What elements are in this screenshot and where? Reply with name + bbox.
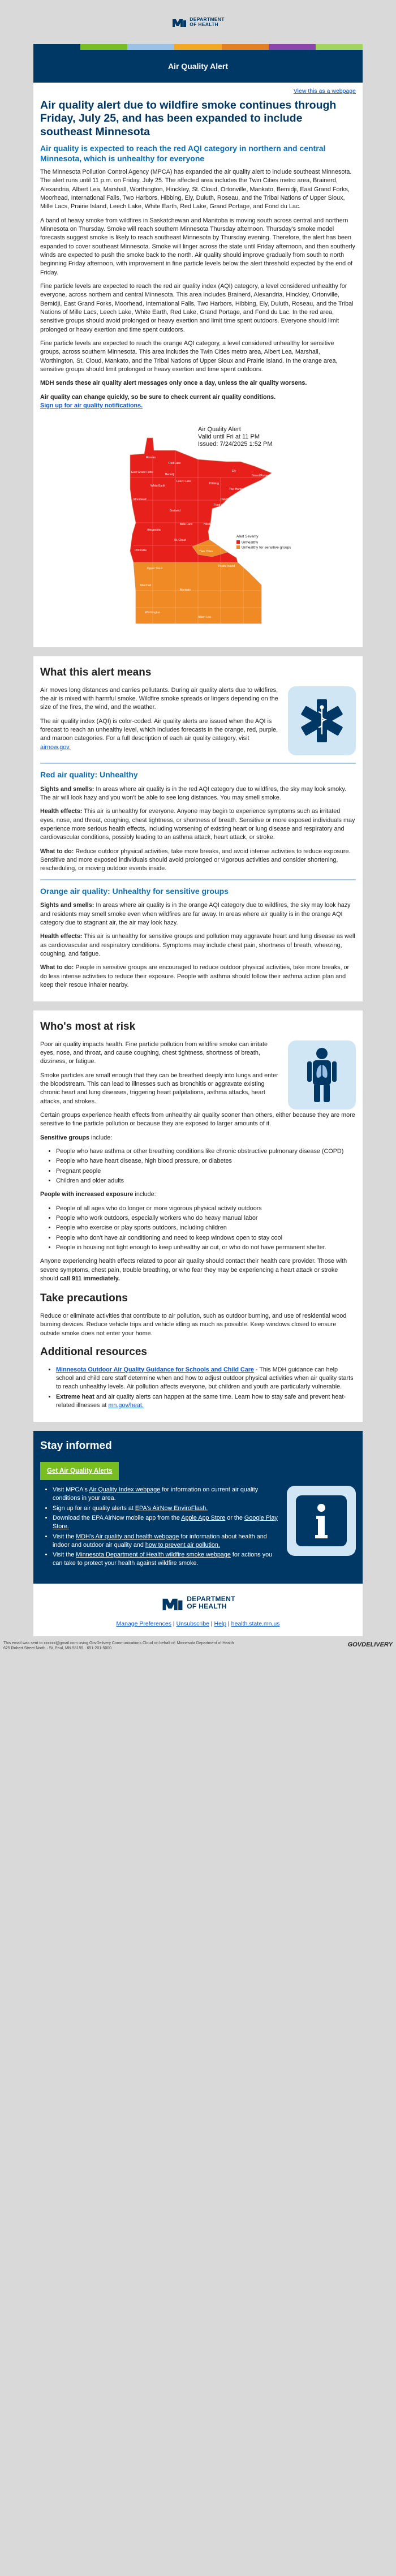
list-item: • People who have asthma or other breathing conditions like chronic obstructive pulmonary disease (COPD) (56, 1147, 356, 1156)
section-separator (33, 1422, 363, 1431)
who-paragraph-3: Certain groups experience health effects from unhealthy air quality sooner than others, either because they are more sensitive to fine particle pollution or because they are exposed to larger amounts of it. (40, 1112, 355, 1128)
map-city-label: Bemidji (165, 473, 175, 477)
help-link[interactable]: Help (214, 1620, 227, 1627)
map-city-label: Two Harbors (229, 488, 246, 492)
map-city-label: Mille Lacs (180, 523, 193, 527)
red-todo (40, 848, 356, 874)
map-valid: Valid until Fri at 11 PM (198, 433, 260, 441)
footer-separator: | (209, 1620, 214, 1627)
red-health-label: Health effects: (40, 808, 83, 815)
main-content (33, 96, 363, 648)
app-store-link[interactable]: Apple App Store (181, 1514, 226, 1521)
what-paragraph-1: Air moves long distances and carries pollutants. During air quality alerts due to wildfires, the air is mixed with harmful smoke. Wildfire smoke spreads or lingers depending on the size of the fires, the wind, and the weather. (40, 686, 278, 711)
section-separator (33, 647, 363, 656)
who-title: Who's most at risk (40, 1021, 136, 1033)
stay-item-4-text: Visit the (53, 1533, 76, 1540)
what-section (33, 656, 363, 1001)
map-city-label: East Grand Forks (131, 471, 154, 475)
extreme-heat-label: Extreme heat (56, 1393, 94, 1400)
stay-list (40, 1486, 280, 1569)
who-text (40, 1040, 281, 1111)
red-todo-label: What to do: (40, 848, 74, 855)
subheadline: Air quality is expected to reach the red AQI category in northern and central Minnesota, which is unhealthy for everyone (40, 144, 326, 163)
aqi-webpage-link[interactable]: Air Quality Index webpage (89, 1486, 161, 1493)
view-as-webpage-link[interactable]: View this as a webpage (293, 88, 356, 94)
map-city-label: Ely (232, 470, 236, 474)
signup-notifications-link[interactable]: Sign up for air quality notifications. (40, 402, 143, 409)
map-issued: Issued: 7/24/2025 1:52 PM (198, 441, 273, 448)
airnow-link[interactable]: airnow.gov. (40, 743, 71, 751)
enviroflash-link[interactable]: EPA's AirNow EnviroFlash. (135, 1504, 208, 1512)
mdh-logo[interactable] (171, 16, 224, 28)
stay-item-4-mid: for information about health and indoor and outdoor air quality and (53, 1533, 267, 1549)
section-separator (33, 1001, 363, 1010)
what-text (40, 686, 281, 757)
minnesota-logo-icon (171, 16, 187, 28)
wildfire-smoke-link[interactable]: Minnesota Department of Health wildfire smoke webpage (76, 1551, 231, 1559)
map-city-label: Upper Sioux (147, 567, 163, 571)
list-item: • People who work outdoors, especially workers who do heavy manual labor (56, 1214, 356, 1223)
list-item: • People who don't have air conditioning and need to keep windows open to stay cool (56, 1234, 356, 1242)
play-store-link[interactable]: Google Play Store. (53, 1514, 278, 1530)
map-city-label: Brainerd (170, 509, 180, 513)
red-todo-text: Reduce outdoor physical activities, take more breaks, and avoid intense activities to reduce exposure. Sensitive and more exposed individuals should avoid prolonged or vigorous activities and consider shortening, rescheduling, or moving outdoor events inside. (40, 848, 351, 872)
stay-item-1-text: Visit MPCA's (53, 1486, 89, 1493)
schools-guidance-text: - This MDH guidance can help school and child care staff determine when and how to adjust outdoor physical activities when air quality starts to reach unhealthy levels. Air pollution affects everyone, but children and youth are particularly vulnerable. (56, 1366, 354, 1391)
resources-list (40, 1366, 356, 1410)
who-paragraph-1: Poor air quality impacts health. Fine particle pollution from wildfire smoke can irritate eyes, nose, and throat, and cause coughing, chest tightness, shortness of breath, dizziness, or fatigue. (40, 1040, 268, 1065)
color-bar-segment (174, 44, 221, 50)
who-row (40, 1040, 356, 1111)
footer-mdh-logo[interactable] (161, 1594, 235, 1612)
legend-title: Alert Severity (236, 535, 259, 539)
map-city-label: Marshall (140, 584, 151, 588)
precautions-paragraph: Reduce or eliminate activities that contribute to air pollution, such as outdoor burning, and use of residential wood burning devices. Reduce vehicle trips and vehicle idling as much as possible. Keep windows closed to ensure outside smoke does not enter your home. (40, 1312, 347, 1337)
who-section (33, 1010, 363, 1422)
color-bar-segment (33, 44, 80, 50)
list-item: • People who exercise or play sports outdoors, including children (56, 1224, 356, 1232)
red-sights-label: Sights and smells: (40, 785, 94, 793)
map-city-label: Leech Lake (177, 480, 191, 484)
intro-paragraph-5: MDH sends these air quality alert messages only once a day, unless the air quality worsens. (40, 380, 307, 387)
manage-preferences-link[interactable]: Manage Preferences (116, 1620, 171, 1627)
legend-swatch-sensitive (236, 545, 240, 549)
map-city-label: International Falls (198, 454, 221, 458)
map-wrapper (40, 415, 356, 640)
orange-todo (40, 964, 356, 990)
list-item (53, 1533, 280, 1550)
exposure-heading (40, 1190, 356, 1199)
person-lungs-icon (305, 1047, 339, 1103)
orange-sights-text: In areas where air quality is in the orange AQI category due to wildfires, the sky may look hazy and residents may smell smoke even when wildfires are far away. In areas where air quality is in the orange AQI category due to stagnant air, the air may look hazy. (40, 902, 351, 926)
sensitive-groups-title: Sensitive groups (40, 1134, 89, 1141)
orange-sights (40, 901, 356, 927)
exposure-list (40, 1205, 356, 1253)
list-item: • Children and older adults (56, 1177, 356, 1185)
map-city-label: Prairie Island (218, 565, 235, 569)
exposure-title: People with increased exposure (40, 1191, 134, 1198)
alert-banner: Air Quality Alert (33, 50, 363, 83)
prevent-pollution-link[interactable]: how to prevent air pollution. (145, 1541, 220, 1549)
what-paragraph-2-text: The air quality index (AQI) is color-coded. Air quality alerts are issued when the AQI is forecast to reach an unhealthy level, which includes forecasts in the orange, red, purple, and maroon categories. For a full description of each air quality category, visit (40, 717, 278, 742)
orange-todo-label: What to do: (40, 964, 74, 971)
red-sights-text: In areas where air quality is in the red AQI category due to wildfires, the sky may look smoky. The air will look hazy and you won't be able to see long distances. You may smell smoke. (40, 785, 347, 802)
orange-todo-text: People in sensitive groups are encouraged to reduce outdoor physical activities, take more breaks, or do less intense activities to reduce their exposure. People with asthma should follow their asthma action plan and keep their rescue inhaler nearby. (40, 964, 350, 988)
list-item (53, 1514, 280, 1532)
sensitive-groups-list (40, 1147, 356, 1185)
footer-links (33, 1618, 363, 1636)
air-quality-map (113, 421, 291, 630)
person-icon-box (288, 1040, 356, 1109)
govdelivery-logo[interactable]: GOVDELIVERY (347, 1641, 393, 1648)
list-item: • People who have heart disease, high blood pressure, or diabetes (56, 1157, 356, 1166)
stay-item-3-mid: or the (225, 1514, 244, 1521)
precautions-title: Take precautions (40, 1292, 128, 1305)
what-title: What this alert means (40, 666, 152, 679)
color-bar-segment (80, 44, 127, 50)
divider (40, 763, 356, 764)
color-bar-segment (222, 44, 269, 50)
orange-title: Orange air quality: Unhealthy for sensitive groups (40, 886, 229, 896)
list-item (53, 1486, 280, 1503)
list-item: • People of all ages who do longer or more vigorous physical activity outdoors (56, 1205, 356, 1213)
stay-item-5-text: Visit the (53, 1551, 76, 1559)
map-city-label: St. Cloud (174, 539, 186, 543)
red-title: Red air quality: Unhealthy (40, 770, 138, 780)
medical-icon-box (288, 686, 356, 755)
unsubscribe-link[interactable]: Unsubscribe (176, 1620, 209, 1627)
intro-paragraph-2: A band of heavy smoke from wildfires in Saskatchewan and Manitoba is moving south across central and northern Minnesota on Thursday. Smoke will reach southern Minnesota Thursday afternoon. Thursday's smoke model forecasts suggest smoke is likely to reach southeast Minnesota by Thursday evening. Therefore, the alert has been expanded to cover southeast Minnesota. Smoke will linger across the state until Friday afternoon, and then southerly winds are expected to push the smoke back to the north. Air quality should improve gradually from south to north beginning Friday afternoon, with improvement in fine particle levels below the alert threshold expected by the end of Friday. (40, 217, 355, 276)
color-bar-segment (127, 44, 174, 50)
stay-item-3-text: Download the EPA AirNow mobile app from the (53, 1514, 182, 1521)
logo-line-2: OF HEALTH (190, 21, 219, 27)
call-911-text: call 911 immediately. (59, 1275, 120, 1283)
map-city-label: Ortonville (135, 549, 147, 553)
list-item (53, 1551, 280, 1568)
map-city-label: Red Lake (169, 462, 181, 466)
map-city-label: Mankato (180, 588, 191, 592)
who-paragraph-4 (40, 1257, 356, 1283)
intro-paragraph-4: Fine particle levels are expected to reach the orange AQI category, a level considered unhealthy for sensitive groups, across southern Minnesota. This area includes the Twin Cities metro area, Albert Lea, Marshall, Worthington, St. Cloud, Mankato, and the Tribal Nations of Upper Sioux and Prairie Island. In the orange area, sensitive groups should limit prolonged or heavy exertion and time spent outdoors. (40, 339, 338, 373)
stay-item-2-text: Sign up for air quality alerts at (53, 1504, 135, 1512)
what-paragraph-2 (40, 717, 281, 752)
legend-label-sensitive: Unhealthy for sensitive groups (242, 545, 291, 550)
website-link[interactable]: health.state.mn.us (231, 1620, 280, 1627)
headline: Air quality alert due to wildfire smoke continues through Friday, July 25, and has been expanded to include southeast Minnesota (40, 98, 337, 139)
info-icon (296, 1495, 347, 1546)
stay-row (40, 1486, 356, 1575)
check-conditions-text: Air quality can change quickly, so be sure to check current air quality conditions. (40, 393, 276, 401)
map-city-label: Worthington (145, 611, 160, 615)
footer-separator: | (171, 1620, 177, 1627)
what-row (40, 686, 356, 757)
orange-health-label: Health effects: (40, 933, 83, 940)
logo-text (190, 17, 224, 27)
footer-logo-row (33, 1584, 363, 1618)
list-item (53, 1504, 280, 1513)
footer-separator: | (226, 1620, 231, 1627)
mdh-air-quality-link[interactable]: MDH's Air quality and health webpage (76, 1533, 179, 1540)
map-city-label: Duluth (221, 498, 229, 502)
list-item (56, 1366, 356, 1392)
footer-logo-line-1: DEPARTMENT (187, 1595, 235, 1603)
divider (40, 879, 356, 880)
map-city-label: Moorhead (134, 498, 147, 502)
red-health-text: This air is unhealthy for everyone. Anyone may begin to experience symptoms such as irritated eyes, nose, and throat, coughing, chest tightness, or shortness of breath. Sensitive or more exposed individuals may experience more serious health effects, including worsening of existing heart or lung disease and respiratory and cardiovascular conditions, possibly leading to an asthma attack, heart attack, or stroke. (40, 808, 355, 841)
sensitive-groups-heading (40, 1134, 356, 1142)
heat-link[interactable]: mn.gov/heat. (108, 1401, 144, 1409)
stay-item-5-tail: for actions you can take to protect your health against wildfire smoke. (53, 1551, 273, 1567)
list-item: • Pregnant people (56, 1167, 356, 1176)
map-city-label: Twin Cities (199, 550, 213, 554)
stay-informed-section (33, 1431, 363, 1584)
map-city-label: Fond du Lac (214, 504, 230, 508)
legend-swatch-unhealthy (236, 540, 240, 544)
minnesota-logo-icon (161, 1594, 184, 1612)
medical-star-icon (298, 697, 346, 745)
map-city-label: Grand Portage (252, 474, 270, 478)
fine-print-line-2: 625 Robert Street North · St. Paul, MN 55155 · 651-201-5000 (3, 1646, 112, 1651)
intro-paragraph-1: The Minnesota Pollution Control Agency (MPCA) has expanded the air quality alert to include southeast Minnesota. The alert runs until 11 p.m. on Friday, July 25. The affected area includes the Twin Cities metro area, Brainerd, Alexandria, Albert Lea, Marshall, Worthington, Hinckley, St. Cloud, Ortonville, Mankato, Bemidji, East Grand Forks, Moorhead, International Falls, Two Harbors, Hibbing, Ely, Duluth, Roseau, and the Tribal Nations of Upper Sioux, Mille Lacs, Prairie Island, Leech Lake, White Earth, Red Lake, Grand Portage, and Fond du Lac. (40, 169, 352, 210)
color-bar-segment (316, 44, 363, 50)
intro-paragraph-3: Fine particle levels are expected to reach the red air quality index (AQI) category, a level considered unhealthy for everyone, across northern and central Minnesota. This area includes Brainerd, Alexandria, Hinckley, Ortonville, Bemidji, East Grand Forks, Moorhead, International Falls, Two Harbors, Hibbing, Ely, Duluth, Roseau, and the Tribal Nations of Mille Lacs, Leech Lake, White Earth, Red Lake, Grand Portage, and Fond du Lac. In the red area, sensitive groups should avoid prolonged or heavy exertion and limit time spent outdoors. Everyone should limit prolonged or heavy exertion and time spent outdoors. (40, 282, 354, 333)
map-city-label: Hinckley (204, 523, 214, 527)
map-city-label: Roseau (146, 456, 156, 460)
orange-health (40, 932, 356, 958)
map-city-label: Albert Lea (198, 616, 211, 620)
red-sights (40, 785, 356, 803)
legend-label-unhealthy: Unhealthy (242, 540, 259, 545)
list-item: • People in housing not tight enough to keep unhealthy air out, or who do not have permanent shelter. (56, 1244, 356, 1252)
info-icon-box (287, 1486, 356, 1556)
who-paragraph-4-text: Anyone experiencing health effects related to poor air quality should contact their health care provider. Those with severe symptoms, chest pain, trouble breathing, or who fear they may be experiencing a heart attack or stroke should (40, 1258, 347, 1283)
footer-logo-text (187, 1596, 235, 1610)
get-alerts-button[interactable]: Get Air Quality Alerts (40, 1462, 119, 1480)
resources-title: Additional resources (40, 1345, 147, 1358)
fine-print (0, 1636, 396, 1655)
header (0, 0, 396, 44)
logo-line-1: DEPARTMENT (190, 16, 225, 23)
color-bar (33, 44, 363, 50)
who-paragraph-2: Smoke particles are small enough that they can be breathed deeply into lungs and enter the bloodstream. This can lead to illnesses such as bronchitis or aggravate existing chronic heart and lung diseases, triggering heart palpitations, asthma attacks, heart attacks, and strokes. (40, 1072, 278, 1105)
map-title: Air Quality Alert (198, 426, 241, 433)
footer-logo-line-2: OF HEALTH (187, 1602, 227, 1610)
fine-print-line-1: This email was sent to xxxxxx@gmail.com using GovDelivery Communications Cloud on behalf of: Minnesota Department of Health (3, 1641, 234, 1645)
stay-item-1-tail: for information on current air quality conditions in your area. (53, 1486, 259, 1502)
email-body (33, 50, 363, 1636)
orange-sights-label: Sights and smells: (40, 902, 94, 909)
sensitive-groups-suffix: include: (89, 1134, 113, 1141)
list-item (56, 1393, 356, 1410)
orange-health-text: This air is unhealthy for sensitive groups and pollution may aggravate heart and lung disease as well as cardiovascular and respiratory conditions. Symptoms may include chest pain, shortness of breath, wheezing, coughing, and fatigue. (40, 933, 355, 957)
red-health (40, 807, 356, 842)
stay-title: Stay informed (40, 1440, 112, 1452)
webview-row (33, 83, 363, 96)
extreme-heat-text: and air quality alerts can happen at the same time. Learn how to stay safe and prevent heat-related illnesses at (56, 1393, 346, 1409)
map-city-label: White Earth (150, 484, 166, 488)
map-city-label: Hibbing (209, 482, 219, 486)
schools-guidance-link[interactable]: Minnesota Outdoor Air Quality Guidance for Schools and Child Care (56, 1366, 254, 1373)
fine-print-text (3, 1641, 234, 1652)
intro-paragraph-6 (40, 393, 356, 411)
color-bar-segment (269, 44, 316, 50)
map-city-label: Alexandria (147, 528, 161, 532)
exposure-suffix: include: (133, 1191, 156, 1198)
